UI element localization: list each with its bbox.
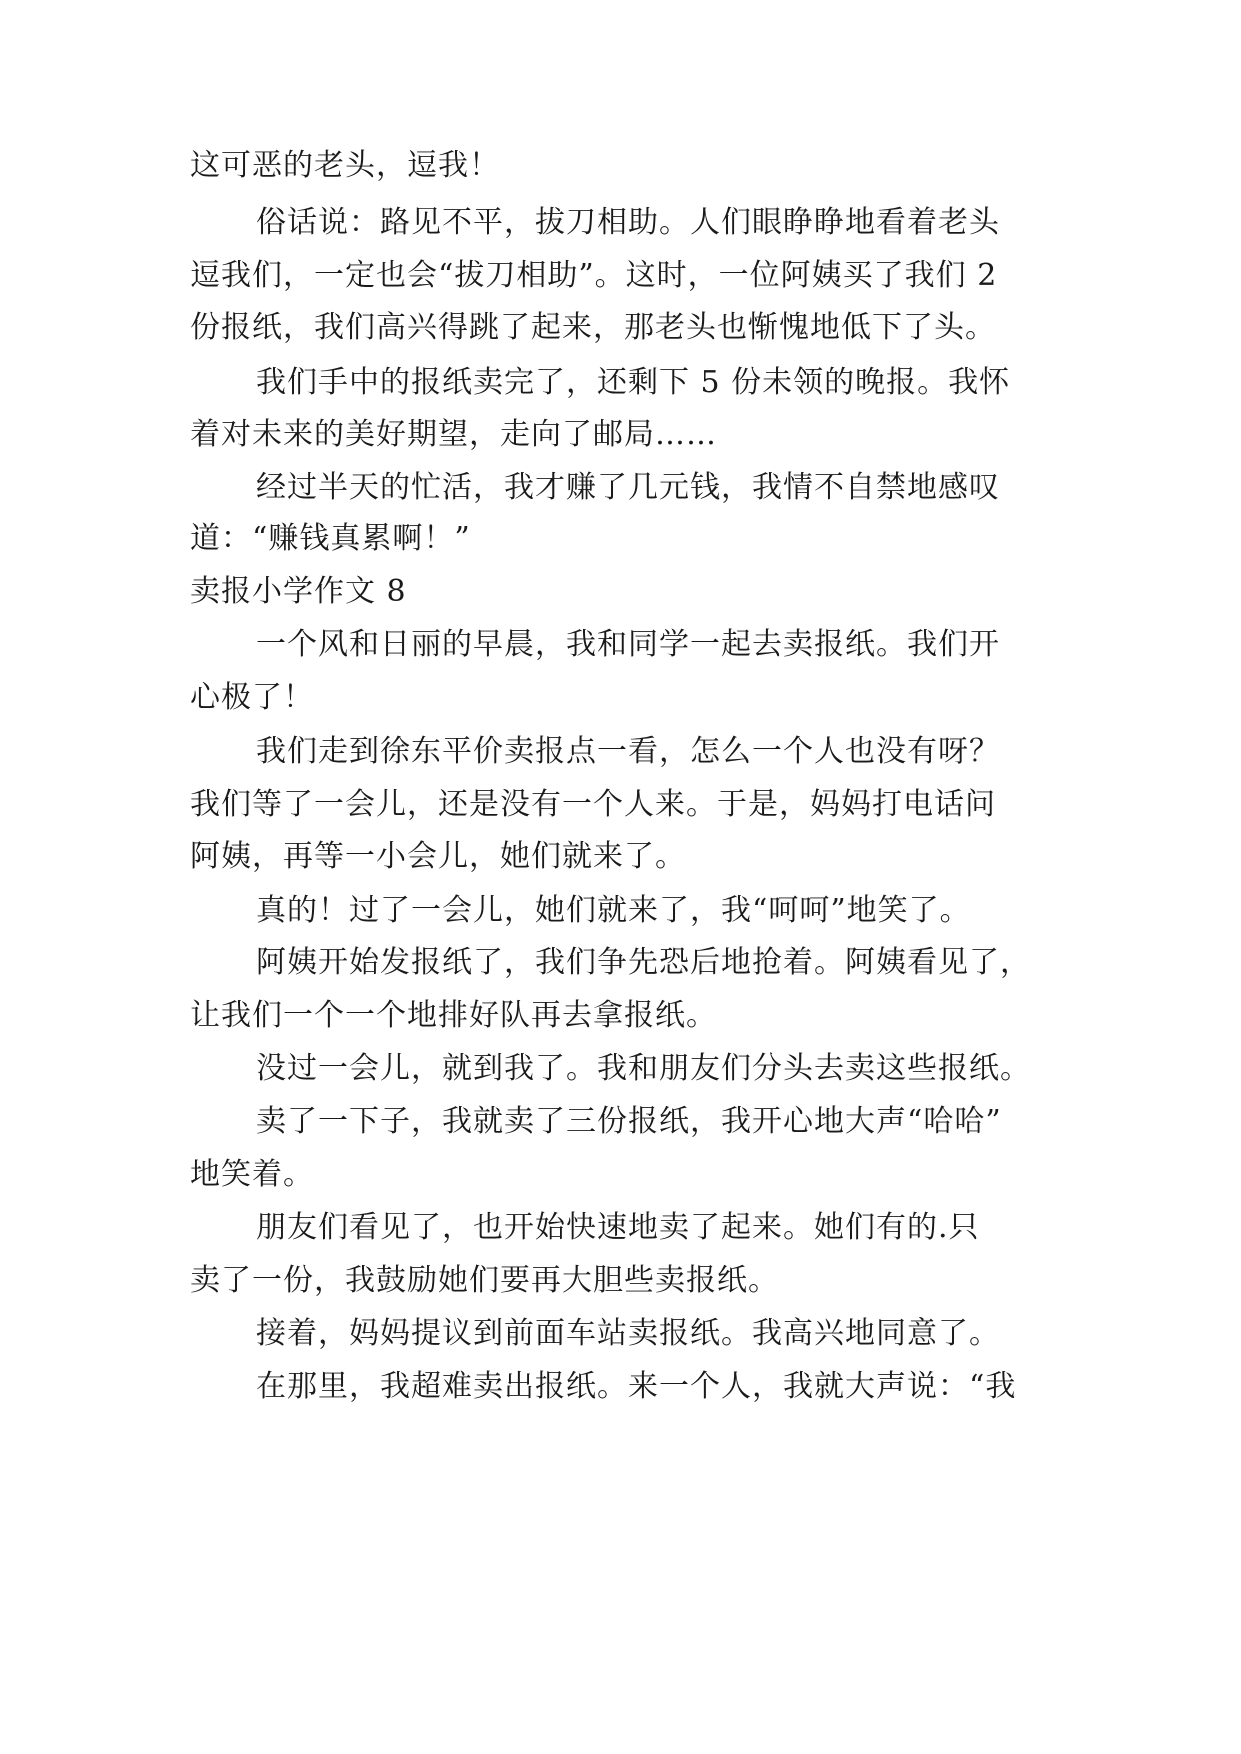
- section-title: 卖报小学作文 8: [190, 574, 407, 609]
- paragraph-start: 阿姨开始发报纸了，我们争先恐后地抢着。阿姨看见了，: [256, 945, 1031, 980]
- text-line: 卖了一份，我鼓励她们要再大胆些卖报纸。: [190, 1263, 779, 1298]
- paragraph-start: 俗话说：路见不平，拔刀相助。人们眼睁睁地看着老头: [256, 205, 1000, 240]
- text-line: 逗我们，一定也会“拔刀相助”。这时，一位阿姨买了我们 2: [190, 258, 998, 293]
- paragraph-start: 我们手中的报纸卖完了，还剩下 5 份未领的晚报。我怀: [256, 365, 1011, 400]
- paragraph-start: 经过半天的忙活，我才赚了几元钱，我情不自禁地感叹: [256, 470, 1000, 505]
- text-line: 阿姨，再等一小会儿，她们就来了。: [190, 839, 686, 874]
- text-line: 我们等了一会儿，还是没有一个人来。于是，妈妈打电话问: [190, 787, 996, 822]
- text-line: 这可恶的老头，逗我！: [190, 148, 500, 183]
- text-line: 心极了！: [190, 680, 314, 715]
- text-line: 地笑着。: [190, 1157, 314, 1192]
- paragraph-start: 卖了一下子，我就卖了三份报纸，我开心地大声“哈哈”: [256, 1104, 1002, 1139]
- text-line: 份报纸，我们高兴得跳了起来，那老头也惭愧地低下了头。: [190, 310, 996, 345]
- paragraph-start: 接着，妈妈提议到前面车站卖报纸。我高兴地同意了。: [256, 1316, 1000, 1351]
- paragraph-start: 我们走到徐东平价卖报点一看，怎么一个人也没有呀？: [256, 734, 1000, 769]
- paragraph-start: 朋友们看见了，也开始快速地卖了起来。她们有的.只: [256, 1210, 980, 1245]
- paragraph-start: 真的！过了一会儿，她们就来了，我“呵呵”地笑了。: [256, 893, 971, 928]
- text-line: 着对未来的美好期望，走向了邮局……: [190, 417, 717, 452]
- text-line: 道：“赚钱真累啊！”: [190, 521, 471, 556]
- text-line: 让我们一个一个地排好队再去拿报纸。: [190, 998, 717, 1033]
- paragraph-start: 在那里，我超难卖出报纸。来一个人，我就大声说：“我: [256, 1369, 1017, 1404]
- paragraph-start: 一个风和日丽的早晨，我和同学一起去卖报纸。我们开: [256, 627, 1000, 662]
- paragraph-start: 没过一会儿，就到我了。我和朋友们分头去卖这些报纸。: [256, 1051, 1031, 1086]
